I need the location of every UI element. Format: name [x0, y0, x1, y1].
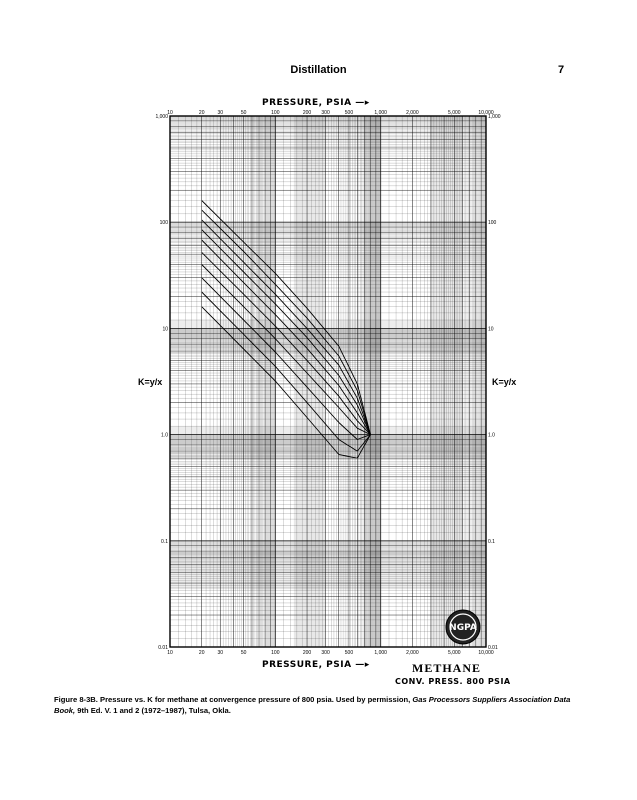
x-tick-label-top: 1,000	[374, 110, 387, 116]
x-tick-label-bottom: 10,000	[478, 650, 494, 656]
y-tick-label-right: 1.0	[488, 432, 495, 439]
y-tick-label-left: 10	[162, 326, 168, 333]
x-tick-label-bottom: 100	[271, 650, 280, 656]
x-tick-label-bottom: 2,000	[406, 650, 419, 656]
x-tick-label-bottom: 10	[167, 650, 173, 656]
x-tick-label-bottom: 1,000	[374, 650, 387, 656]
x-tick-label-top: 5,000	[448, 110, 461, 116]
x-tick-label-top: 500	[344, 110, 354, 116]
caption-label: Figure 8-3B.	[54, 695, 98, 704]
x-axis-title-bottom-text: PRESSURE, PSIA	[262, 660, 352, 670]
caption-text-2: 9th Ed. V. 1 and 2 (1972–1987), Tulsa, Okla.	[75, 706, 231, 715]
y-axis-title-right: K=y/x	[492, 377, 517, 387]
caption-text-1: Pressure vs. K for methane at convergence pressure of 800 psia. Used by permission,	[97, 695, 413, 704]
x-tick-label-top: 10,000	[478, 110, 494, 116]
chart-dark-bands	[170, 116, 486, 647]
x-tick-label-bottom: 20	[198, 650, 205, 656]
chart-subtitle: CONV. PRESS. 800 PSIA	[395, 677, 511, 686]
y-tick-label-left: 1,000	[155, 114, 168, 120]
y-tick-label-right: 10	[488, 326, 494, 333]
y-tick-label-right: 0.01	[488, 645, 498, 651]
y-axis-title-left: K=y/x	[138, 377, 163, 387]
arrow-right-icon: —▸	[355, 98, 370, 108]
x-tick-label-top: 50	[240, 110, 247, 116]
x-tick-label-top: 20	[198, 110, 205, 116]
x-tick-label-top: 2,000	[406, 110, 419, 116]
y-tick-label-right: 0.1	[488, 538, 495, 545]
x-tick-label-top: 200	[302, 110, 312, 116]
caption-source: Gas Processors Suppliers Association Data Book,	[54, 695, 571, 715]
ngpa-logo-text: NGPA	[449, 623, 477, 633]
x-tick-label-top: 30	[217, 110, 224, 116]
y-tick-label-right: 1,000	[488, 114, 501, 120]
x-tick-label-bottom: 500	[344, 650, 354, 656]
x-tick-label-top: 100	[271, 110, 280, 116]
chart-dark-band	[170, 551, 486, 589]
x-tick-label-top: 10	[167, 110, 173, 116]
y-tick-label-left: 0.01	[158, 645, 168, 651]
x-tick-label-bottom: 300	[321, 650, 330, 656]
y-tick-label-right: 100	[488, 220, 497, 227]
arrow-right-icon: —▸	[355, 660, 370, 670]
x-axis-title-top-text: PRESSURE, PSIA	[262, 98, 352, 108]
y-tick-label-left: 1.0	[161, 432, 168, 439]
x-tick-label-bottom: 30	[217, 650, 224, 656]
y-tick-label-left: 100	[159, 220, 168, 227]
chart-dark-band	[170, 320, 486, 352]
x-tick-label-bottom: 5,000	[448, 650, 461, 656]
x-tick-label-bottom: 200	[302, 650, 312, 656]
x-tick-label-bottom: 50	[240, 650, 247, 656]
ngpa-logo	[446, 610, 480, 644]
x-tick-label-top: 300	[321, 110, 330, 116]
page-number: 7	[558, 64, 565, 76]
chart-title: METHANE	[412, 661, 482, 675]
x-axis-title-bottom	[262, 660, 370, 670]
page-header-title: Distillation	[290, 64, 347, 76]
figure-caption	[54, 694, 584, 716]
y-tick-label-left: 0.1	[161, 538, 168, 545]
